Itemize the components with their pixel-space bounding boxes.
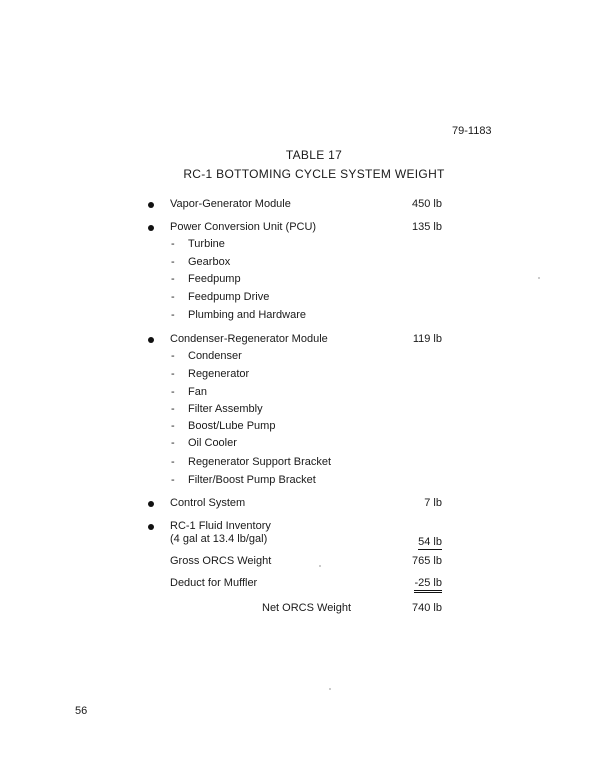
component-label: Filter Assembly [188, 403, 263, 415]
net-label: Net ORCS Weight [262, 602, 352, 614]
component-label: Fan [188, 386, 207, 398]
component-row [0, 437, 612, 453]
component-label: Turbine [188, 238, 225, 250]
dash-icon: - [171, 456, 175, 468]
dash-icon: - [171, 350, 175, 362]
bullet-icon [148, 524, 154, 530]
item-weight: 7 lb [424, 497, 442, 509]
component-label: Filter/Boost Pump Bracket [188, 474, 316, 486]
item-pcu [0, 221, 612, 237]
component-row [0, 474, 612, 490]
bullet-icon [148, 202, 154, 208]
component-row [0, 238, 612, 254]
component-row [0, 368, 612, 384]
net-weight-row [0, 602, 612, 618]
document-number: 79-1183 [452, 125, 492, 137]
component-label: Feedpump [188, 273, 241, 285]
muffler-deduction-row [0, 577, 612, 593]
component-label: Condenser [188, 350, 242, 362]
dash-icon: - [171, 273, 175, 285]
page-number: 56 [75, 705, 88, 717]
item-weight: 135 lb [412, 221, 442, 233]
component-label: Regenerator Support Bracket [188, 456, 332, 468]
component-label: Regenerator [188, 368, 250, 380]
component-row [0, 403, 612, 419]
dash-icon: - [171, 437, 175, 449]
component-label: Boost/Lube Pump [188, 420, 276, 432]
bullet-icon [148, 337, 154, 343]
item-label: RC-1 Fluid Inventory [170, 520, 271, 532]
component-row [0, 309, 612, 325]
scan-speck [319, 565, 321, 567]
table-title: RC-1 BOTTOMING CYCLE SYSTEM WEIGHT [183, 167, 445, 181]
item-control-system [0, 497, 612, 513]
bullet-icon [148, 225, 154, 231]
item-vapor-generator [0, 198, 612, 214]
component-row [0, 456, 612, 472]
component-row [0, 386, 612, 402]
component-row [0, 291, 612, 307]
component-label: Feedpump Drive [188, 291, 270, 303]
item-weight: 54 lb [418, 536, 442, 548]
gross-label: Gross ORCS Weight [170, 555, 272, 567]
scan-speck [329, 688, 331, 690]
item-label: Condenser-Regenerator Module [170, 333, 328, 345]
gross-weight: 765 lb [412, 555, 442, 567]
component-row [0, 256, 612, 272]
component-label: Plumbing and Hardware [188, 309, 307, 321]
bullet-icon [148, 501, 154, 507]
dash-icon: - [171, 238, 175, 250]
component-row [0, 350, 612, 366]
net-weight: 740 lb [412, 602, 442, 614]
item-label: Power Conversion Unit (PCU) [170, 221, 317, 233]
dash-icon: - [171, 368, 175, 380]
item-fluid-inventory-detail [0, 533, 612, 549]
scan-speck [538, 277, 540, 279]
dash-icon: - [171, 291, 175, 303]
dash-icon: - [171, 309, 175, 321]
dash-icon: - [171, 403, 175, 415]
muffler-label: Deduct for Muffler [170, 577, 258, 589]
table-number: TABLE 17 [285, 148, 343, 162]
component-row [0, 420, 612, 436]
item-condenser-regenerator [0, 333, 612, 349]
item-label: Control System [170, 497, 246, 509]
component-label: Gearbox [188, 256, 231, 268]
muffler-weight: -25 lb [414, 577, 442, 593]
dash-icon: - [171, 420, 175, 432]
dash-icon: - [171, 256, 175, 268]
item-weight: 450 lb [412, 198, 442, 210]
component-row [0, 273, 612, 289]
dash-icon: - [171, 474, 175, 486]
item-weight: 119 lb [412, 333, 442, 345]
dash-icon: - [171, 386, 175, 398]
item-label-detail: (4 gal at 13.4 lb/gal) [170, 533, 268, 545]
component-label: Oil Cooler [188, 437, 237, 449]
gross-weight-row [0, 555, 612, 571]
item-label: Vapor-Generator Module [170, 198, 291, 210]
